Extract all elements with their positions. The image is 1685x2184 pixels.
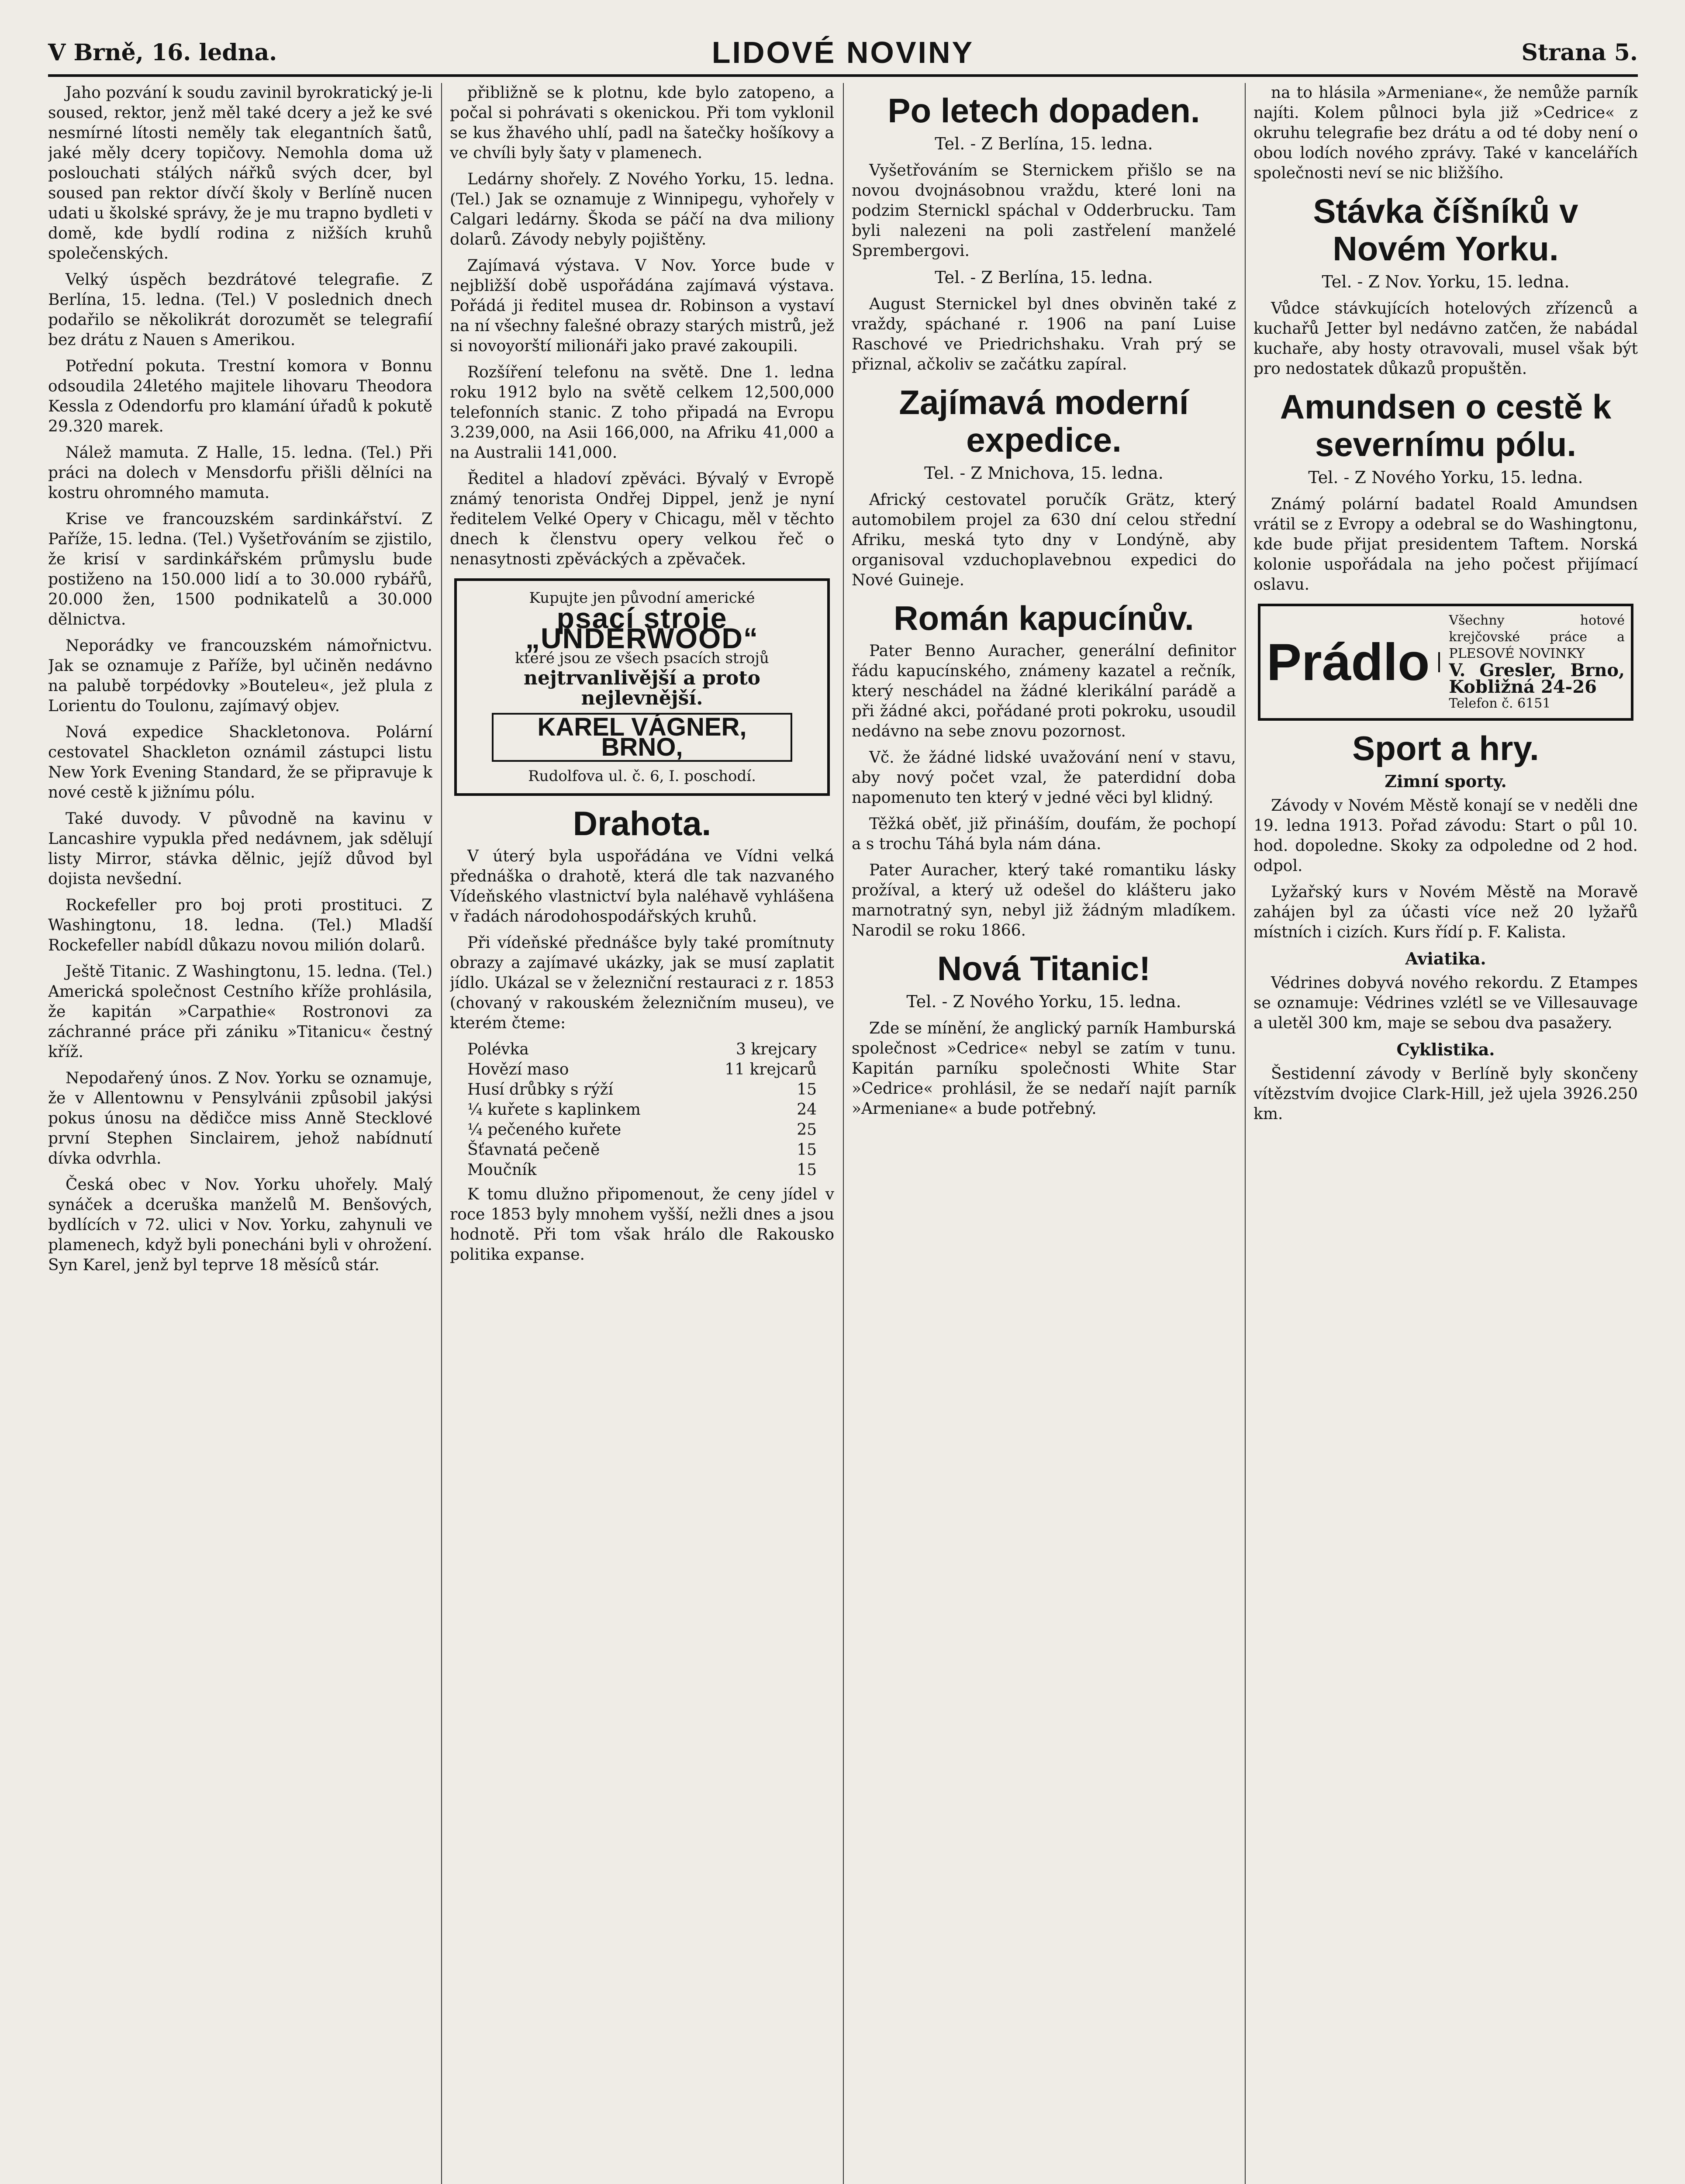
newspaper-title: LIDOVÉ NOVINY: [711, 35, 974, 69]
article-paragraph: Africký cestovatel poručík Grätz, který automobilem projel za 630 dní celou střední Afriku, meská tyto dny v Londýně, aby organisoval vzduchoplavebnou expedici do Nové Guineje.: [852, 491, 1236, 589]
column-2: [450, 83, 834, 2184]
price-value: 3 krejcary: [735, 1040, 817, 1058]
price-value: 15: [797, 1081, 817, 1099]
article-paragraph: Rozšíření telefonu na světě. Dne 1. ledna roku 1912 bylo na světě celkem 12,500,000 telefonních stanic. Z toho připadá na Evropu 3.239,000, na Asii 166,000, na Afriku 41,000 a na Australii 141,000.: [450, 363, 834, 462]
ad-details: [1440, 612, 1625, 712]
article-paragraph: Jaho pozvání k soudu zavinil byrokratický je-li soused, rektor, jenž měl také dcery a jež ke své nesmírné lítosti neměly tak elegantních šatů, jaké měly dcery topičovy. Nemohla doma už poslouchati stálých nářků svých dcer, byl soused pan rektor dívčí školy v Berlíně nucen udati u školské správy, že je mu trapno bydleti v domě, kde bydlí rodina z nižších kruhů společenských.: [48, 84, 432, 263]
issue-date: V Brně, 16. ledna.: [48, 39, 277, 66]
article-paragraph: Neporádky ve francouzském námořnictvu. Jak se oznamuje z Paříže, byl učiněn nedávno na palubě torpédovky »Bouteleu«, jež plula z Lorientu do Toulonu, zajímavý objev.: [48, 637, 432, 715]
ad-company: V. Gresler, Brno, Kobližná 24-26: [1449, 660, 1625, 697]
subsection-title: Cyklistika.: [1396, 1040, 1495, 1059]
article-paragraph: Rockefeller pro boj proti prostituci. Z Washingtonu, 18. ledna. (Tel.) Mladší Rockefeller nabídl důkazu novou milión dolarů.: [48, 896, 432, 954]
article-paragraph: Známý polární badatel Roald Amundsen vrátil se z Evropy a odebral se do Washingtonu, kde bude přijat presidentem Taftem. Norská kolonie uspořádala na jeho počest přijímací oslavu.: [1253, 495, 1638, 594]
ad-address: Rudolfova ul. č. 6, I. poschodí.: [528, 767, 756, 785]
dateline: Tel. - Z Berlína, 15. ledna.: [935, 134, 1153, 153]
article-paragraph: Vyšetřováním se Sternickem přišlo se na novou dvojnásobnou vraždu, které loni na podzim Sternickl spáchal v Odderbrucku. Tam byli nalezeni na poli zastřelení manželé Sprembergovi.: [852, 162, 1236, 260]
column-divider: [441, 83, 442, 2184]
article-paragraph: K tomu dlužno připomenout, že ceny jídel v roce 1853 byly mnohem vyšší, nežli dnes a jsou hodnotě. Při tom však hrálo dle Rakousko politika expanse.: [450, 1185, 834, 1264]
article-paragraph: Těžká oběť, již přináším, doufám, že pochopí a s trochu Táhá byla nám dána.: [852, 815, 1236, 853]
price-row: [467, 1080, 817, 1100]
article-paragraph: Při vídeňské přednášce byly také promítnuty obrazy a zajímavé ukázky, jak se musí zaplatit jídlo. Ukázal se v železniční restauraci z r. 1853 (chovaný v rakouském železničním museu), ve kterém čteme:: [450, 934, 834, 1032]
price-value: 24: [797, 1101, 817, 1119]
article-paragraph: na to hlásila »Armeniane«, že nemůže parník najíti. Kolem půlnoci byla již »Cedrice« z okruhu telegrafie bez drátu a od té doby není o obou lodích nového zprávy. Také v kancelářích společnosti neví se nic bližšího.: [1253, 84, 1638, 182]
underwood-advertisement: [454, 578, 830, 796]
section-headline: Sport a hry.: [1352, 729, 1539, 767]
page-number: Strana 5.: [1521, 39, 1638, 66]
article-paragraph: Lyžařský kurs v Novém Městě na Moravě zahájen byl za účasti více než 20 lyžařů místních i cizích. Kurs řídí p. F. Kalista.: [1253, 883, 1638, 941]
masthead: [48, 22, 1638, 77]
price-list: [467, 1040, 817, 1180]
article-paragraph: Nálež mamuta. Z Halle, 15. ledna. (Tel.) Při práci na dolech v Mensdorfu přišli dělníci na kostru ohromného mamuta.: [48, 444, 432, 502]
article-paragraph: Ledárny shořely. Z Nového Yorku, 15. ledna. (Tel.) Jak se oznamuje z Winnipegu, vyhořely v Calgari ledárny. Škoda se páčí na dva miliony dolarů. Závody nebyly pojištěny.: [450, 170, 834, 249]
price-item: Moučník: [467, 1161, 537, 1179]
ad-company: KAREL VÁGNER, BRNO,: [492, 713, 792, 762]
article-paragraph: Ještě Titanic. Z Washingtonu, 15. ledna. (Tel.) Americká společnost Cestního kříže prohlásila, že kapitán »Carpathie« Rostronovi za záchranné práce při zániku »Titanicu« čestný kříž.: [48, 963, 432, 1061]
article-headline: Drahota.: [573, 804, 711, 843]
price-item: Hovězí maso: [467, 1061, 569, 1078]
article-paragraph: přibližně se k plotnu, kde bylo zatopeno, a počal si pohrávati s okenickou. Při tom vyklonil se kus žhavého uhlí, padl na šatečky hošíkovy a ve chvíli byly šaty v plamenech.: [450, 84, 834, 162]
article-paragraph: Pater Auracher, který také romantiku lásky prožíval, a který už odešel do klášteru jako marnotratný syn, nebyl již žádným mladíkem. Narodil se roku 1866.: [852, 861, 1236, 940]
subsection-title: Zimní sporty.: [1385, 771, 1507, 791]
article-headline: Zajímavá moderní expedice.: [899, 383, 1189, 459]
article-paragraph: Česká obec v Nov. Yorku uhořely. Malý synáček a dceruška manželů M. Benšových, bydlících v 72. ulici v Nov. Yorku, zahynuli ve plamenech, když byli ponecháni byli v ohrožení. Syn Karel, jenž byl teprve 18 měsíců stár.: [48, 1176, 432, 1274]
price-value: 11 krejcarů: [725, 1061, 817, 1078]
ad-slogan: nejtrvanlivější a proto nejlevnější.: [524, 667, 760, 709]
ad-headline: Prádlo: [1267, 652, 1440, 672]
column-1: [48, 83, 432, 2184]
ad-phone: Telefon č. 6151: [1449, 696, 1551, 711]
article-paragraph: Krise ve francouzském sardinkářství. Z Paříže, 15. ledna. (Tel.) Vyšetřováním se zjistilo, že krisí v sardinkářském průmyslu bude postiženo na 150.000 lidí a to 30.000 rybářů, 20.000 žen, 1500 podnikatelů a 30.000 dělnictva.: [48, 510, 432, 629]
price-row: [467, 1140, 817, 1160]
price-row: [467, 1040, 817, 1060]
dateline: Tel. - Z Nového Yorku, 15. ledna.: [1308, 468, 1583, 487]
price-row: [467, 1100, 817, 1120]
price-item: ¼ kuřete s kaplinkem: [467, 1101, 641, 1119]
price-value: 25: [797, 1121, 817, 1139]
article-paragraph: Velký úspěch bezdrátové telegrafie. Z Berlína, 15. ledna. (Tel.) V poslednich dnech podařilo se několikrát dorozumět se telegrafií bez drátu z Nauen s Amerikou.: [48, 271, 432, 349]
pradlo-advertisement: [1258, 604, 1633, 721]
article-paragraph: Vč. že žádné lidské uvažování není v stavu, aby nový počet vzal, že paterdidní doba napomenuto ten který v jedné věci byl klidný.: [852, 749, 1236, 807]
price-item: Polévka: [467, 1040, 529, 1058]
article-paragraph: Šestidenní závody v Berlíně byly skončeny vítězstvím dvojice Clark-Hill, jež ujela 3926.250 km.: [1253, 1065, 1638, 1123]
article-headline: Román kapucínův.: [894, 599, 1194, 637]
price-value: 15: [797, 1161, 817, 1179]
article-headline: Stávka číšníků v Novém Yorku.: [1313, 192, 1578, 268]
price-row: [467, 1120, 817, 1140]
article-paragraph: Potřední pokuta. Trestní komora v Bonnu odsoudila 24letého majitele lihovaru Theodora Kessla z Odendorfu pro klamání úřadů k pokutě 29.320 marek.: [48, 357, 432, 435]
article-paragraph: August Sternickel byl dnes obviněn také z vraždy, spáchané r. 1906 na paní Luise Raschové ve Priedrichshaku. Vrah prý se přiznal, ačkoliv se začátku zapíral.: [852, 295, 1236, 373]
price-value: 15: [797, 1141, 817, 1159]
column-divider: [843, 83, 844, 2184]
price-row: [467, 1160, 817, 1180]
price-item: ¼ pečeného kuřete: [467, 1121, 622, 1139]
article-headline: Po letech dopaden.: [887, 91, 1200, 130]
ad-line: které jsou ze všech psacích strojů: [515, 650, 769, 667]
price-item: Husí drůbky s rýží: [467, 1081, 614, 1099]
ad-line: Kupujte jen původní americké: [529, 589, 755, 607]
dateline: Tel. - Z Nov. Yorku, 15. ledna.: [1322, 272, 1570, 291]
ad-line: Všechny hotové krejčovské práce a PLESOVÉ NOVINKY: [1449, 613, 1625, 661]
article-paragraph: Pater Benno Auracher, generální definitor řádu kapucínského, známeny kazatel a rečník, který neschádel na žádné klerikální parádě a při žádné akci, pořádané proti pokroku, usoudil nedávno na sebe znovu pozornost.: [852, 642, 1236, 740]
article-paragraph: Zde se mínění, že anglický parník Hamburská společnost »Cedrice« nebyl se zatím v tunu. Kapitán parníku společnosti White Star »Cedrice« prohlásil, že se nedaří najít parník »Armeniane« a bude potřebný.: [852, 1019, 1236, 1118]
dateline: Tel. - Z Nového Yorku, 15. ledna.: [906, 992, 1181, 1011]
subsection-title: Aviatika.: [1405, 949, 1486, 968]
article-paragraph: Závody v Novém Městě konají se v neděli dne 19. ledna 1913. Pořad závodu: Start o půl 10. hod. dopoledne. Skoky za odpoledne od 2 hod. odpol.: [1253, 797, 1638, 875]
column-4: [1253, 83, 1638, 2184]
column-divider: [1245, 83, 1246, 2184]
price-row: [467, 1060, 817, 1080]
price-item: Šťavnatá pečeně: [467, 1141, 600, 1159]
article-paragraph: Védrines dobyvá nového rekordu. Z Etampes se oznamuje: Védrines vzlétl se ve Villesauvage a uletěl 300 km, maje se sebou dva pasažery.: [1253, 974, 1638, 1032]
article-paragraph: Vůdce stávkujících hotelových zřízenců a kuchařů Jetter byl nedávno zatčen, že nabádal kuchaře, aby hosty otravovali, musel však být pro nedostatek důkazů propuštěn.: [1253, 300, 1638, 378]
dateline: Tel. - Z Mnichova, 15. ledna.: [924, 463, 1164, 483]
article-paragraph: V úterý byla uspořádána ve Vídni velká přednáška o drahotě, která dle tak nazvaného Vídeňského vlastnictví byla naléhavě vyhlášena v řadách národohospodářských kruhů.: [450, 847, 834, 926]
ad-headline: psací stroje „UNDERWOOD“: [525, 602, 759, 654]
dateline: Tel. - Z Berlína, 15. ledna.: [935, 268, 1153, 287]
article-paragraph: Také duvody. V původně na kavinu v Lancashire vypukla před nedávnem, jak sdělují listy Mirror, stávka dělnic, jejíž důvod byl dojista nevšední.: [48, 810, 432, 888]
article-paragraph: Nová expedice Shackletonova. Polární cestovatel Shackleton oznámil zástupci listu New York Evening Standard, že se připravuje k nové cestě k jižnímu pólu.: [48, 723, 432, 802]
article-headline: Amundsen o cestě k severnímu pólu.: [1280, 387, 1612, 463]
column-3: [852, 83, 1236, 2184]
article-headline: Nová Titanic!: [937, 949, 1151, 988]
article-paragraph: Zajímavá výstava. V Nov. Yorce bude v nejbližší době uspořádána zajímavá výstava. Pořádá ji ředitel musea dr. Robinson a vystaví na ní všechny falešné obrazy starých mistrů, jež si novoyorští milionáři jako pravé zakoupili.: [450, 257, 834, 355]
article-paragraph: Nepodařený únos. Z Nov. Yorku se oznamuje, že v Allentownu v Pensylvánii způsobil jakýsi pokus únosu na dědičce miss Anně Stecklové první Stephen Sinclairem, jehož nabídnutí dívka odvrhla.: [48, 1069, 432, 1168]
article-paragraph: Ředitel a hladoví zpěváci. Bývalý v Evropě známý tenorista Ondřej Dippel, jenž je nyní ředitelem Velké Opery v Chicagu, měl v těchto dnech k členstvu opery velkou řeč o nenasytnosti zpěváckých a zpěvaček.: [450, 470, 834, 568]
